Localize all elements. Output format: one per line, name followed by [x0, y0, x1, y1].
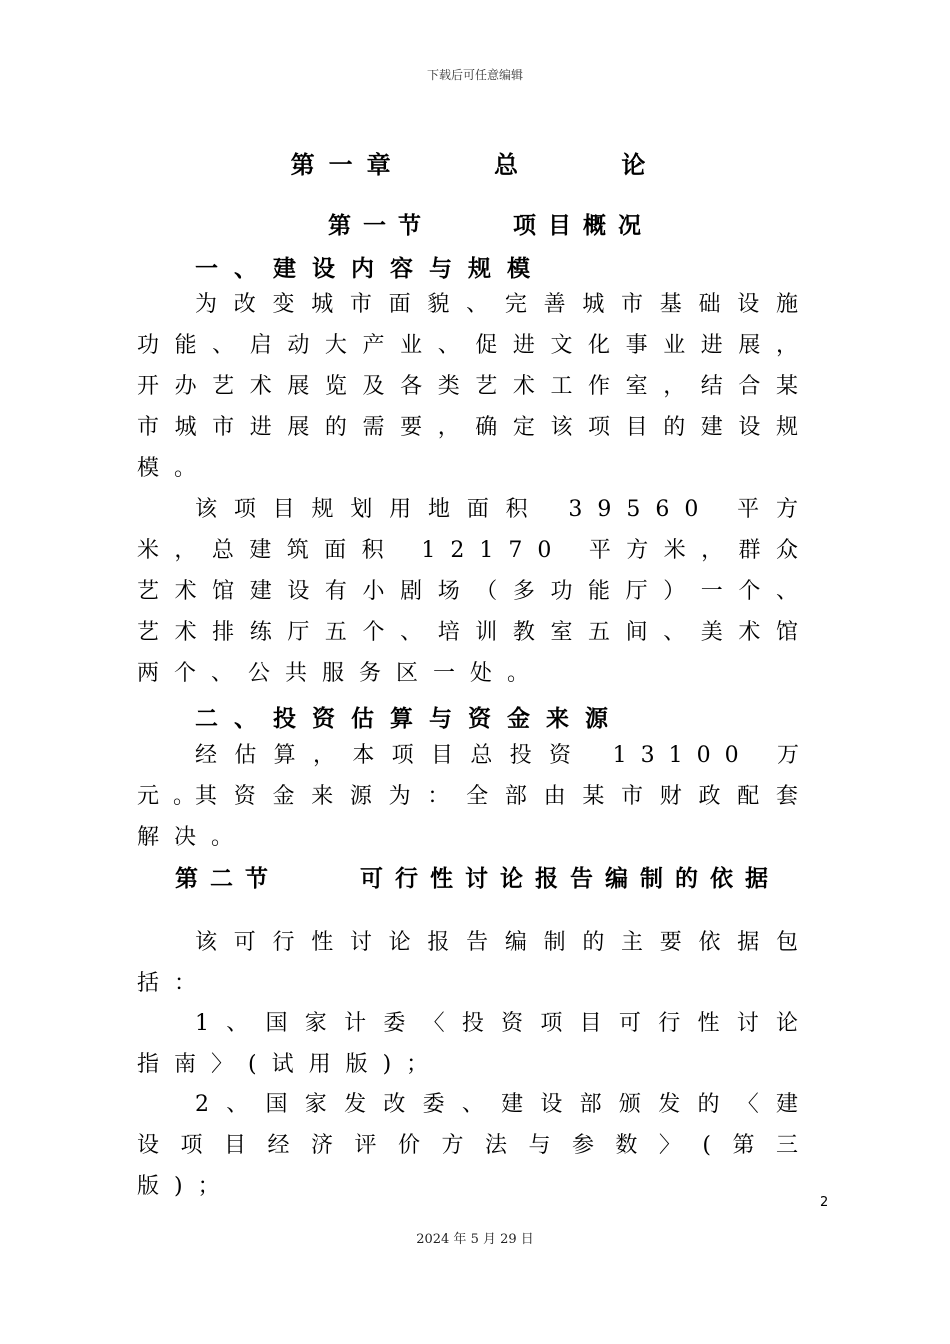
page-header: 下载后可任意编辑 — [426, 68, 523, 82]
subheading-investment: 二、投资估算与资金来源 — [195, 705, 624, 732]
paragraph-basis-intro: 该可行性讨论报告编制的主要依据包括： — [137, 930, 813, 996]
subheading-construction-scope: 一、建设内容与规模 — [195, 255, 546, 282]
page-number: 2 — [820, 1195, 829, 1210]
paragraph-purpose: 为改变城市面貌、完善城市基础设施功能、启动大产业、促进文化事业进展，开办艺术展览及各类艺术工作室，结合某市城市进展的需要，确定该项目的建设规模。 — [137, 292, 813, 481]
list-item-basis-2: 2、国家发改委、建设部颁发的〈建设项目经济评价方法与参数〉(第三版)； — [137, 1092, 813, 1199]
list-item-basis-1: 1、国家计委〈投资项目可行性讨论指南〉(试用版)； — [137, 1011, 813, 1077]
section-title-project-overview: 第一节 项目概况 — [328, 212, 654, 239]
paragraph-funding-source: 其资金来源为：全部由某市财政配套解决。 — [137, 784, 813, 850]
paragraph-area: 该项目规划用地面积 39560 平方米，总建筑面积 12170 平方米，群众艺术馆建设有小剧场（多功能厅）一个、艺术排练厅五个、培训教室五间、美术馆两个、公共服务区一处。 — [137, 497, 813, 686]
chapter-title: 第一章 总 论 — [290, 150, 660, 179]
page-footer-date: 2024 年 5 月 29 日 — [416, 1232, 534, 1247]
paragraph-total-investment: 经估算，本项目总投资 13100 万元。 — [137, 743, 813, 809]
section-title-basis: 第二节 可行性讨论报告编制的依据 — [175, 865, 781, 892]
